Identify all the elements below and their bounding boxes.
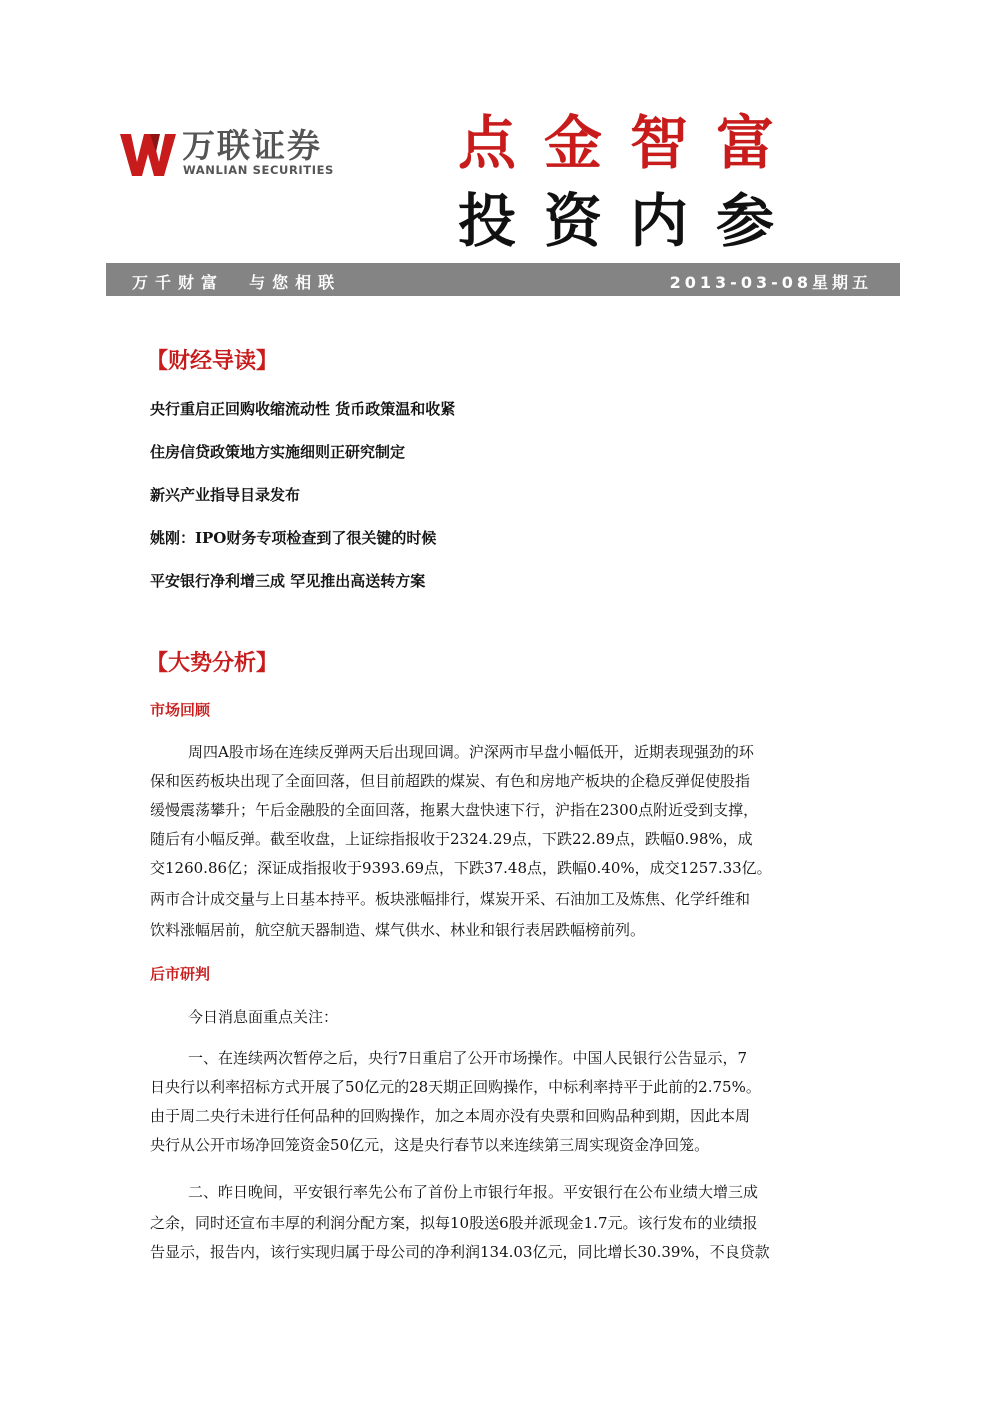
paragraph-line: 缓慢震荡攀升；午后金融股的全面回落，拖累大盘快速下行，沪指在2300点附近受到支撑， [150, 801, 759, 819]
paragraph-line: 央行从公开市场净回笼资金50亿元，这是央行春节以来连续第三周实现资金净回笼。 [150, 1136, 710, 1154]
market-review-title: 市场回顾 [150, 701, 211, 719]
headline-item: 央行重启正回购收缩流动性 货币政策温和收紧 [150, 400, 456, 418]
paragraph-line: 日央行以利率招标方式开展了50亿元的28天期正回购操作，中标利率持平于此前的2.75%。 [150, 1078, 761, 1096]
headline-item: 平安银行净利增三成 罕见推出高送转方案 [150, 572, 426, 590]
logo-chinese-name: 万联证券 [182, 126, 322, 165]
publication-subtitle: 投资内参 [458, 187, 803, 255]
banner-slogan: 万千财富 与您相联 [132, 273, 342, 292]
banner-date: 2013-03-08星期五 [669, 273, 872, 292]
trend-analysis-heading: 【大势分析】 [146, 651, 279, 676]
wanlian-logo [120, 126, 360, 182]
paragraph-line: 交1260.86亿；深证成指报收于9393.69点，下跌37.48点，跌幅0.40%，成交1257.33亿。 [150, 859, 772, 877]
finance-guide-heading: 【财经导读】 [146, 349, 279, 374]
paragraph-line: 由于周二央行未进行任何品种的回购操作，加之本周亦没有央票和回购品种到期，因此本周 [150, 1107, 751, 1125]
paragraph-line: 告显示，报告内，该行实现归属于母公司的净利润134.03亿元，同比增长30.39%，不良贷款 [150, 1243, 770, 1261]
wanlian-w-logo-icon [120, 126, 176, 180]
outlook-title: 后市研判 [150, 965, 211, 983]
paragraph-line: 之余，同时还宣布丰厚的利润分配方案，拟每10股送6股并派现金1.7元。该行发布的业绩报 [150, 1214, 758, 1232]
headline-item: 姚刚：IPO财务专项检查到了很关键的时候 [150, 529, 437, 547]
headline-item: 住房信贷政策地方实施细则正研究制定 [150, 443, 406, 461]
paragraph-line: 随后有小幅反弹。截至收盘，上证综指报收于2324.29点，下跌22.89点，跌幅0.98%，成 [150, 830, 753, 848]
header-banner [106, 263, 900, 296]
paragraph-line: 两市合计成交量与上日基本持平。板块涨幅排行，煤炭开采、石油加工及炼焦、化学纤维和 [150, 890, 751, 908]
publication-title: 点金智富 [458, 109, 803, 177]
logo-english-name: WANLIAN SECURITIES [183, 163, 334, 177]
outlook-intro: 今日消息面重点关注： [188, 1008, 339, 1026]
paragraph-line: 饮料涨幅居前，航空航天器制造、煤气供水、林业和银行表居跌幅榜前列。 [150, 921, 646, 939]
paragraph-line: 保和医药板块出现了全面回落，但目前超跌的煤炭、有色和房地产板块的企稳反弹促使股指 [150, 772, 751, 790]
paragraph-line: 周四A股市场在连续反弹两天后出现回调。沪深两市早盘小幅低开，近期表现强劲的环 [188, 743, 754, 761]
paragraph-line: 一、在连续两次暂停之后，央行7日重启了公开市场操作。中国人民银行公告显示，7 [188, 1049, 748, 1067]
headline-item: 新兴产业指导目录发布 [150, 486, 301, 504]
paragraph-line: 二、昨日晚间，平安银行率先公布了首份上市银行年报。平安银行在公布业绩大增三成 [188, 1183, 759, 1201]
